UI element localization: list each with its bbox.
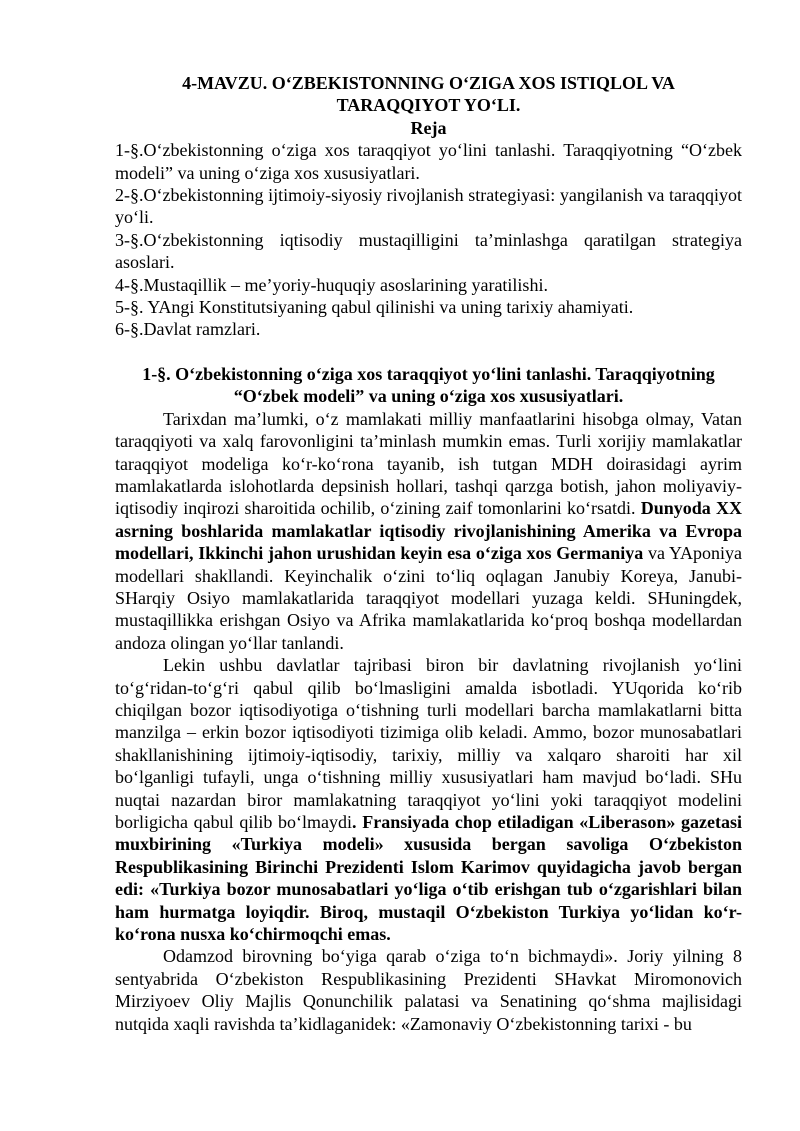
plan-list bbox=[115, 139, 742, 341]
paragraph-2-text: Lekin ushbu davlatlar tajribasi biron bir davlatning rivojlanish yo‘lini to‘g‘ridan-to‘g‘ri qabul qilib bo‘lmasligini amalda isbotladi. YUqorida ko‘rib chiqilgan bozor iqtisodiyotiga o‘tishning turli modellari barcha mamlakatlarni bitta manzilga – erkin bozor iqtisodiyoti tizimiga olib keladi. Ammo, bozor munosabatlari shakllanishining ijtimoiy-iqtisodiy, tarixiy, milliy va xalqaro sharoiti har xil bo‘lganligi tufayli, unga o‘tishning milliy xususiyatlari ham mavjud bo‘ladi. SHu nuqtai nazardan biror mamlakatning taraqqiyot yo‘lini yoki taraqqiyot modelini borligicha qabul qilib bo‘lmaydi bbox=[115, 655, 742, 832]
title-line-2: TARAQQIYOT YO‘LI. bbox=[336, 95, 521, 116]
section-title: 1-§. O‘zbekistonning o‘ziga xos taraqqiyot yo‘lini tanlashi. Taraqqiyotning “O‘zbek modeli” va uning o‘ziga xos xususiyatlari. bbox=[142, 363, 715, 407]
paragraph-1-bold: Dunyoda XX asrning boshlarida mamlakatlar iqtisodiy rivojlanishining Amerika va Evropa modellari, Ikkinchi jahon urushidan keyin esa o‘ziga xos Germaniya bbox=[115, 498, 742, 564]
title-line-1: 4-MAVZU. O‘ZBEKISTONNING O‘ZIGA XOS ISTIQLOL VA bbox=[182, 73, 675, 93]
paragraph-3: Odamzod birovning bo‘yiga qarab o‘ziga to‘n bichmaydi». Joriy yilning 8 sentyabrida O‘zbekiston Respublikasining Prezidenti SHavkat Miromonovich Mirziyoev Oliy Majlis Qonunchilik palatasi va Senatining qo‘shma majlisidagi nutqida xaqli ravishda ta’kidlaganidek: «Zamonaviy O‘zbekistonning tarixi - bu bbox=[115, 946, 742, 1034]
paragraph-2-bold: . Fransiyada chop etiladigan «Liberason» gazetasi muxbirining «Turkiya modeli» xususida bergan savoliga O‘zbekiston Respublikasining Birinchi Prezidenti Islom Karimov quyidagicha javob bergan edi: «Turkiya bozor munosabatlari yo‘liga o‘tib erishgan tub o‘zgarishlari bilan ham hurmatga loyiqdir. Biroq, mustaqil O‘zbekiston Turkiya yo‘lidan ko‘r-ko‘rona nusxa ko‘chirmoqchi emas. bbox=[115, 812, 742, 945]
plan-heading: Reja bbox=[410, 117, 447, 138]
paragraph-1-text-end: va YAponiya modellari shakllandi. Keyinchalik o‘zini to‘liq oqlagan Janubiy Koreya, Janubi-SHarqiy Osiyo mamlakatlarida taraqqiyot modellari yuzaga keldi. SHuningdek, mustaqillikka erishgan Osiyo va Afrika mamlakatlarida ko‘proq boshqa modellardan andoza olingan yo‘llar tanlandi. bbox=[115, 543, 742, 653]
paragraph-2 bbox=[115, 654, 742, 945]
topic-title bbox=[115, 72, 742, 117]
plan-item: 4-§.Mustaqillik – me’yoriy-huquqiy asoslarining yaratilishi. bbox=[115, 274, 548, 295]
plan-item: 6-§.Davlat ramzlari. bbox=[115, 319, 261, 340]
plan-item: 1-§.O‘zbekistonning o‘ziga xos taraqqiyot yo‘lini tanlashi. Taraqqiyotning “O‘zbek modeli” va uning o‘ziga xos xususiyatlari. bbox=[115, 140, 742, 183]
plan-item: 2-§.O‘zbekistonning ijtimoiy-siyosiy rivojlanish strategiyasi: yangilanish va taraqqiyot yo‘li. bbox=[115, 185, 742, 228]
plan-item: 3-§.O‘zbekistonning iqtisodiy mustaqilligini ta’minlashga qaratilgan strategiya asoslari. bbox=[115, 229, 742, 273]
paragraph-1 bbox=[115, 408, 742, 654]
plan-item: 5-§. YAngi Konstitutsiyaning qabul qilinishi va uning tarixiy ahamiyati. bbox=[115, 297, 634, 318]
paragraph-1-text: Tarixdan ma’lumki, o‘z mamlakati milliy manfaatlarini hisobga olmay, Vatan taraqqiyoti va xalq farovonligini ta’minlash mumkin emas. Turli xorijiy mamlakatlar taraqqiyot modeliga ko‘r-ko‘rona tayanib, ish tutgan MDH doirasidagi ayrim mamlakatlarda islohotlarda depsinish hollari, tashqi qarzga botish, jahon moliyaviy-iqtisodiy inqirozi sharoitida ochilib, o‘zining zaif tomonlarini ko‘rsatdi. bbox=[115, 408, 742, 519]
